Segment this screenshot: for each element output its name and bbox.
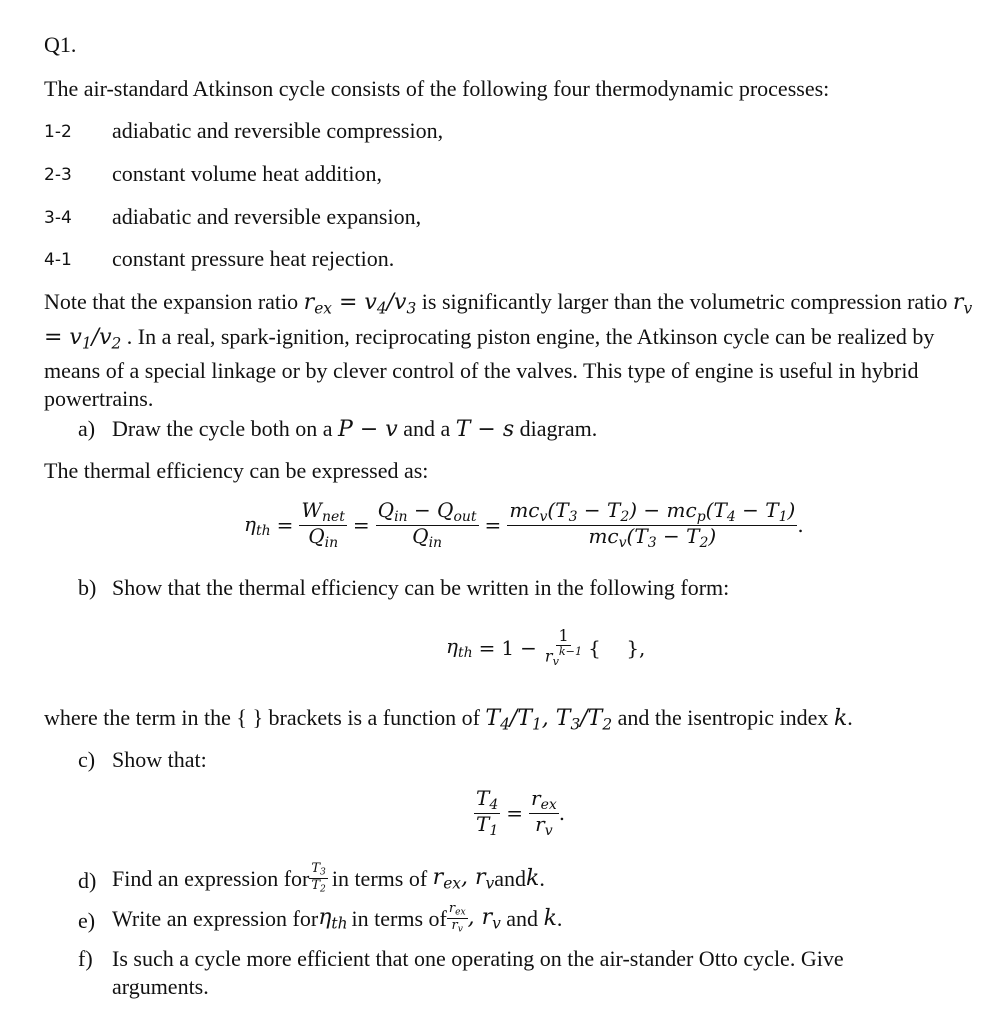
process-num: 4-1 bbox=[44, 250, 72, 270]
efficiency-intro: The thermal efficiency can be expressed as: bbox=[44, 458, 429, 483]
part-f-line2: arguments. bbox=[112, 974, 209, 999]
process-desc: constant pressure heat rejection. bbox=[112, 246, 395, 271]
note-text: . In a real, spark-ignition, reciprocating piston engine, the Atkinson cycle can be realized by means of a special linkage or by clever control of the valves. This type of engine is useful in hybrid powertrains. bbox=[44, 323, 935, 412]
t3-over-t2: $\frac{T_3}{T_2}$ bbox=[311, 861, 326, 895]
rex-definition: $r_{ex} = v_4/v_3$ bbox=[303, 290, 417, 318]
process-desc: constant volume heat addition, bbox=[112, 161, 383, 186]
part-b-text: Show that the thermal efficiency can be written in the following form: bbox=[112, 575, 730, 600]
note-text: Note that the expansion ratio bbox=[44, 289, 304, 314]
intro-text: The air-standard Atkinson cycle consists of the following four thermodynamic processes: bbox=[44, 76, 830, 101]
part-e-label: e) bbox=[78, 908, 96, 933]
process-desc: adiabatic and reversible compression, bbox=[112, 118, 444, 143]
process-num: 3-4 bbox=[44, 208, 72, 228]
part-d-label: d) bbox=[78, 868, 97, 893]
ts-diagram-label: T − s bbox=[455, 417, 515, 442]
part-f-label: f) bbox=[78, 946, 93, 971]
process-desc: adiabatic and reversible expansion, bbox=[112, 204, 422, 229]
part-e-text: Write an expression for $\eta_{th}$ in terms of $\frac{r_{ex}}{r_v}$ , $r_v$ and k . bbox=[112, 901, 563, 935]
temperature-ratio-equation: $\frac{T_4}{T_1}$ = $\frac{r_{ex}}{r_v}$ . bbox=[476, 786, 566, 840]
part-a-text: Draw the cycle both on a P − v and a T − s diagram. bbox=[112, 416, 598, 442]
process-num: 2-3 bbox=[44, 165, 72, 185]
where-text: where the term in the { } brackets is a function of $T_4/T_1$, $T_3/T_2$ and the isentropic index k. bbox=[44, 705, 853, 734]
part-c-text: Show that: bbox=[112, 747, 207, 772]
part-b-label: b) bbox=[78, 575, 97, 600]
pv-diagram-label: P − v bbox=[338, 417, 398, 442]
note-paragraph bbox=[44, 288, 984, 413]
part-c-label: c) bbox=[78, 747, 96, 772]
part-f-line1: Is such a cycle more efficient that one operating on the air-stander Otto cycle. Give bbox=[112, 946, 844, 971]
note-text: is significantly larger than the volumetric compression ratio bbox=[416, 289, 953, 314]
part-d-text: Find an expression for $\frac{T_3}{T_2}$ in terms of $r_{ex}$, $r_v$ and k . bbox=[112, 861, 545, 895]
question-label: Q1. bbox=[44, 32, 77, 57]
efficiency-form-equation: $\eta_{th}$ = 1 − $\frac{1}{r_v^{k-1}}$ { }, bbox=[446, 626, 646, 668]
efficiency-equation: $\eta_{th}$ = $\frac{W_{net}}{Q_{in}}$ = $\frac{Q_{in} - Q_{out}}{Q_{in}}$ = $\frac{mc_v(T_3 - T_2) - mc_p(T_4 - T_1)}{mc_v(T_3 - T_2)}$ . bbox=[244, 498, 804, 552]
part-a-label: a) bbox=[78, 416, 96, 441]
process-num: 1-2 bbox=[44, 122, 72, 142]
rex-over-rv: $\frac{r_{ex}}{r_v}$ bbox=[448, 901, 466, 935]
rv-definition: $r_v = v_1/v_2$ bbox=[44, 290, 973, 353]
